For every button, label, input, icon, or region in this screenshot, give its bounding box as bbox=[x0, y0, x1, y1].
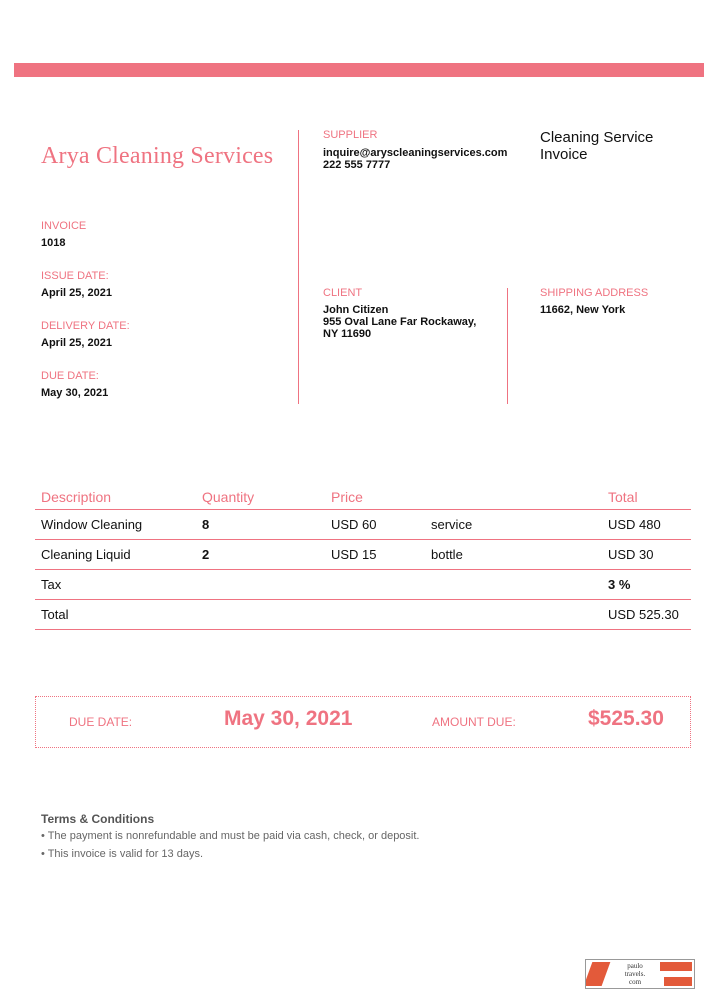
row-total: USD 480 bbox=[602, 510, 691, 540]
client-label: CLIENT bbox=[323, 287, 363, 299]
shipping-address: 11662, New York bbox=[540, 304, 626, 316]
paulo-travels-logo bbox=[585, 959, 695, 989]
row-description: Window Cleaning bbox=[35, 510, 196, 540]
logo-text-line: paulo bbox=[627, 962, 643, 970]
table-row bbox=[35, 510, 691, 540]
divider-right bbox=[507, 288, 508, 404]
delivery-date-label: DELIVERY DATE: bbox=[41, 320, 130, 332]
summary-amount-value: $525.30 bbox=[588, 707, 664, 730]
client-address-line2: NY 11690 bbox=[323, 328, 372, 340]
shipping-label: SHIPPING ADDRESS bbox=[540, 287, 649, 299]
supplier-label: SUPPLIER bbox=[323, 129, 378, 141]
due-date-label: DUE DATE: bbox=[41, 370, 99, 382]
issue-date-value: April 25, 2021 bbox=[41, 287, 112, 299]
row-unit: service bbox=[425, 510, 602, 540]
row-quantity: 8 bbox=[196, 510, 325, 540]
row-price: USD 60 bbox=[325, 510, 425, 540]
logo-text-line: travels. bbox=[624, 970, 646, 978]
document-title: Cleaning Service Invoice bbox=[540, 129, 654, 163]
summary-amount-label: AMOUNT DUE: bbox=[432, 715, 516, 729]
header-price: Price bbox=[325, 484, 425, 510]
row-total: USD 30 bbox=[602, 540, 691, 570]
divider-left bbox=[298, 130, 299, 404]
client-name: John Citizen bbox=[323, 304, 389, 316]
terms-line: • This invoice is valid for 13 days. bbox=[41, 848, 203, 860]
header-total: Total bbox=[602, 484, 691, 510]
tax-label: Tax bbox=[35, 570, 196, 600]
tax-row bbox=[35, 570, 691, 600]
delivery-date-value: April 25, 2021 bbox=[41, 337, 112, 349]
issue-date-label: ISSUE DATE: bbox=[41, 270, 109, 282]
supplier-phone: 222 555 7777 bbox=[323, 159, 391, 171]
total-row bbox=[35, 600, 691, 630]
header-description: Description bbox=[35, 484, 196, 510]
terms-line: • The payment is nonrefundable and must be paid via cash, check, or deposit. bbox=[41, 830, 420, 842]
total-value: USD 525.30 bbox=[602, 600, 691, 630]
row-price: USD 15 bbox=[325, 540, 425, 570]
row-unit: bottle bbox=[425, 540, 602, 570]
tax-value: 3 % bbox=[602, 570, 691, 600]
header-unit bbox=[425, 484, 602, 510]
table-row bbox=[35, 540, 691, 570]
due-date-value: May 30, 2021 bbox=[41, 387, 109, 399]
table-header-row bbox=[35, 484, 691, 510]
logo-text-line: com bbox=[628, 978, 642, 986]
invoice-number: 1018 bbox=[41, 237, 66, 249]
client-address-line1: 955 Oval Lane Far Rockaway, bbox=[323, 316, 477, 328]
header-accent-bar bbox=[14, 63, 704, 77]
header-quantity: Quantity bbox=[196, 484, 325, 510]
summary-due-value: May 30, 2021 bbox=[224, 707, 353, 730]
amount-due-summary bbox=[35, 696, 691, 748]
invoice-label: INVOICE bbox=[41, 220, 87, 232]
total-label: Total bbox=[35, 600, 196, 630]
supplier-email: inquire@aryscleaningservices.com bbox=[323, 147, 508, 159]
terms-title: Terms & Conditions bbox=[41, 812, 155, 826]
row-description: Cleaning Liquid bbox=[35, 540, 196, 570]
summary-due-label: DUE DATE: bbox=[69, 715, 133, 729]
invoice-items-table bbox=[35, 484, 691, 630]
company-name: Arya Cleaning Services bbox=[41, 143, 274, 169]
row-quantity: 2 bbox=[196, 540, 325, 570]
